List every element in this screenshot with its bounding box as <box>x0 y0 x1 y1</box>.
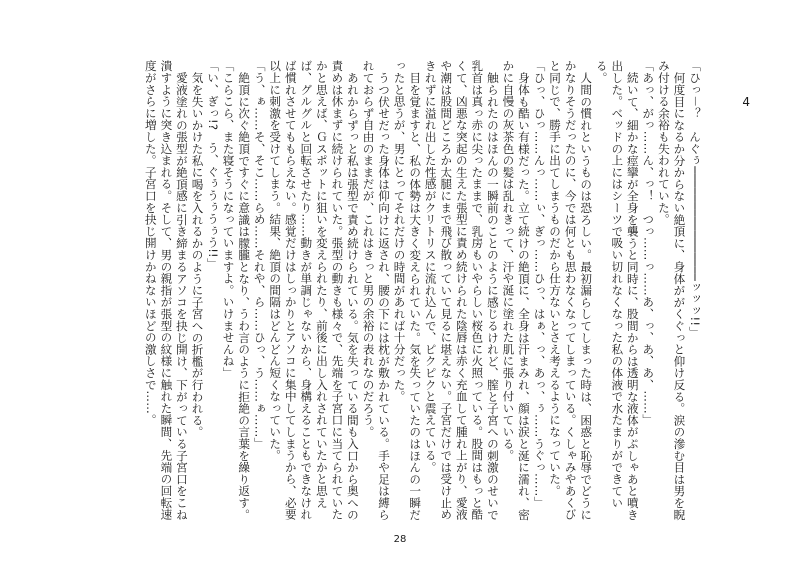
page-number: 28 <box>393 534 407 545</box>
paragraph: 身体も酷い有様だった。立て続けの絶頂に、全身は汗まみれ、顔は涙と涎に濡れ、密かに自慢の灰茶色の髪は乱れきって、汗や涎に塗れた肌に張り付いている。 <box>501 60 531 520</box>
paragraph: うつ伏せだった身体は仰向けに返され、腰の下には枕が敷かれている。手や足は縛られておらず自由のままだが、これはきっと男の余裕の表れなのだろう。 <box>361 60 392 520</box>
paragraph: 「ひっ－？ んぐぅ────────────────ッッッ!!」 <box>688 60 702 338</box>
paragraph: 「ひっ、ひっ……んっ……ぃ、ぎっ……ひっ、はぁ、っ、あっ、ぅ……うぐっ……」 <box>532 60 547 509</box>
paragraph: あれからずっと私は張型で責め続けられている。気を失っている間も入口から奥への責めは休まずに続けられていた。張型の動きも様々で、先端を子宮口に当てられていたかと思えば、Ｇスポットに狙いを変えられたり、前後に出し入れされていたかと思えば、グルグルと回転させたり……動きが単調じゃないから、身構えることもできなければ慣れさせてももらえない。感覚だけはしっかりとアソコに集中してしまうから、必要以上に刺激を受けてしまう。結果、絶頂の間隔はどんどん短くなっていた。 <box>268 60 360 521</box>
paragraph: 愛液塗れの張型が絶頂感に引き締まるアソコを抉じ開け、下がっている子宮口をこね潰すように突き込まれる。そして、男の親指が張型の紋様に触れた瞬間、先端の回転速度がさらに増した。子宮口を抉じ開けかねないほどの激しさで……。 <box>143 60 189 521</box>
paragraph: 目を覚ますと、私の体勢は大きく変えられていた。気を失っていたのはほんの一瞬だったと思うが、男にとってそれだけの時間があれば十分だった。 <box>392 60 423 520</box>
paragraph: 「こらこら、また寝そうになっていますよ。いけませんね」 <box>221 60 236 379</box>
paragraph: 「い、ぎっ!? う、ぐぅうぅうぅう!!」 <box>206 60 221 270</box>
paragraph: 続いて、細かな痙攣が全身を襲うと同時に、股間からは透明な液体がぷしゃあと噴き出した。ベッドの上にはシーツで吸い切れなくなった私の体液で水たまりができている。 <box>594 60 640 520</box>
chapter-number: 4 <box>742 95 750 109</box>
paragraph: 「あっ、がっ……ん、っ！ つっ……っ……あ、っ、あ、あ、……」 <box>641 60 656 426</box>
paragraph: 何度目になるか分からない絶頂に、身体ががくぐっと仰け反る。涙の滲む目は男を睨み付ける余裕も失われていた。 <box>656 60 687 520</box>
paragraph: 気を失いかけた私に喝を入れるかのように子宮への折檻が行われる。 <box>190 71 205 438</box>
paragraph: 人間の慣れというものは恐ろしい。最初漏らしてしまった時は、困惑と恥辱でどうにかなりそうだったのに、今では何とも思わなくなってしまっている。くしゃみやあくびと同じで、勝手に出てしまうものだから仕方ないとさえ考えるようになっていた。 <box>548 60 594 521</box>
paragraph: 絶頂に次ぐ絶頂ですぐに意識は朦朧となり、うわ言のように拒絶の言葉を繰り返す。 <box>237 71 252 520</box>
paragraph: 触られたのはほんの一瞬前のことのように感じるけれど、膣と子宮への刺激のせいで乳首は真っ赤に尖ったままで、乳房もいやらしい桜色に火照っている。股間はもっと酷くて、凶悪な突起の生えた張型に責め続けられた陰唇は赤く充血して腫れ上がり、愛液や潮は股間どころか太腿にまで飛び散っていて見るに堪えない。子宮だけでは受け止めきれずに溢れ出した性感がクリトリスに流れ込んで、ピクピクと震えている。 <box>423 60 500 521</box>
paragraph: 「う、ぁ……そ、そこ……らめ……それや、ら……ひっ、う……ぁ……」 <box>252 60 267 450</box>
body-text <box>72 60 702 530</box>
